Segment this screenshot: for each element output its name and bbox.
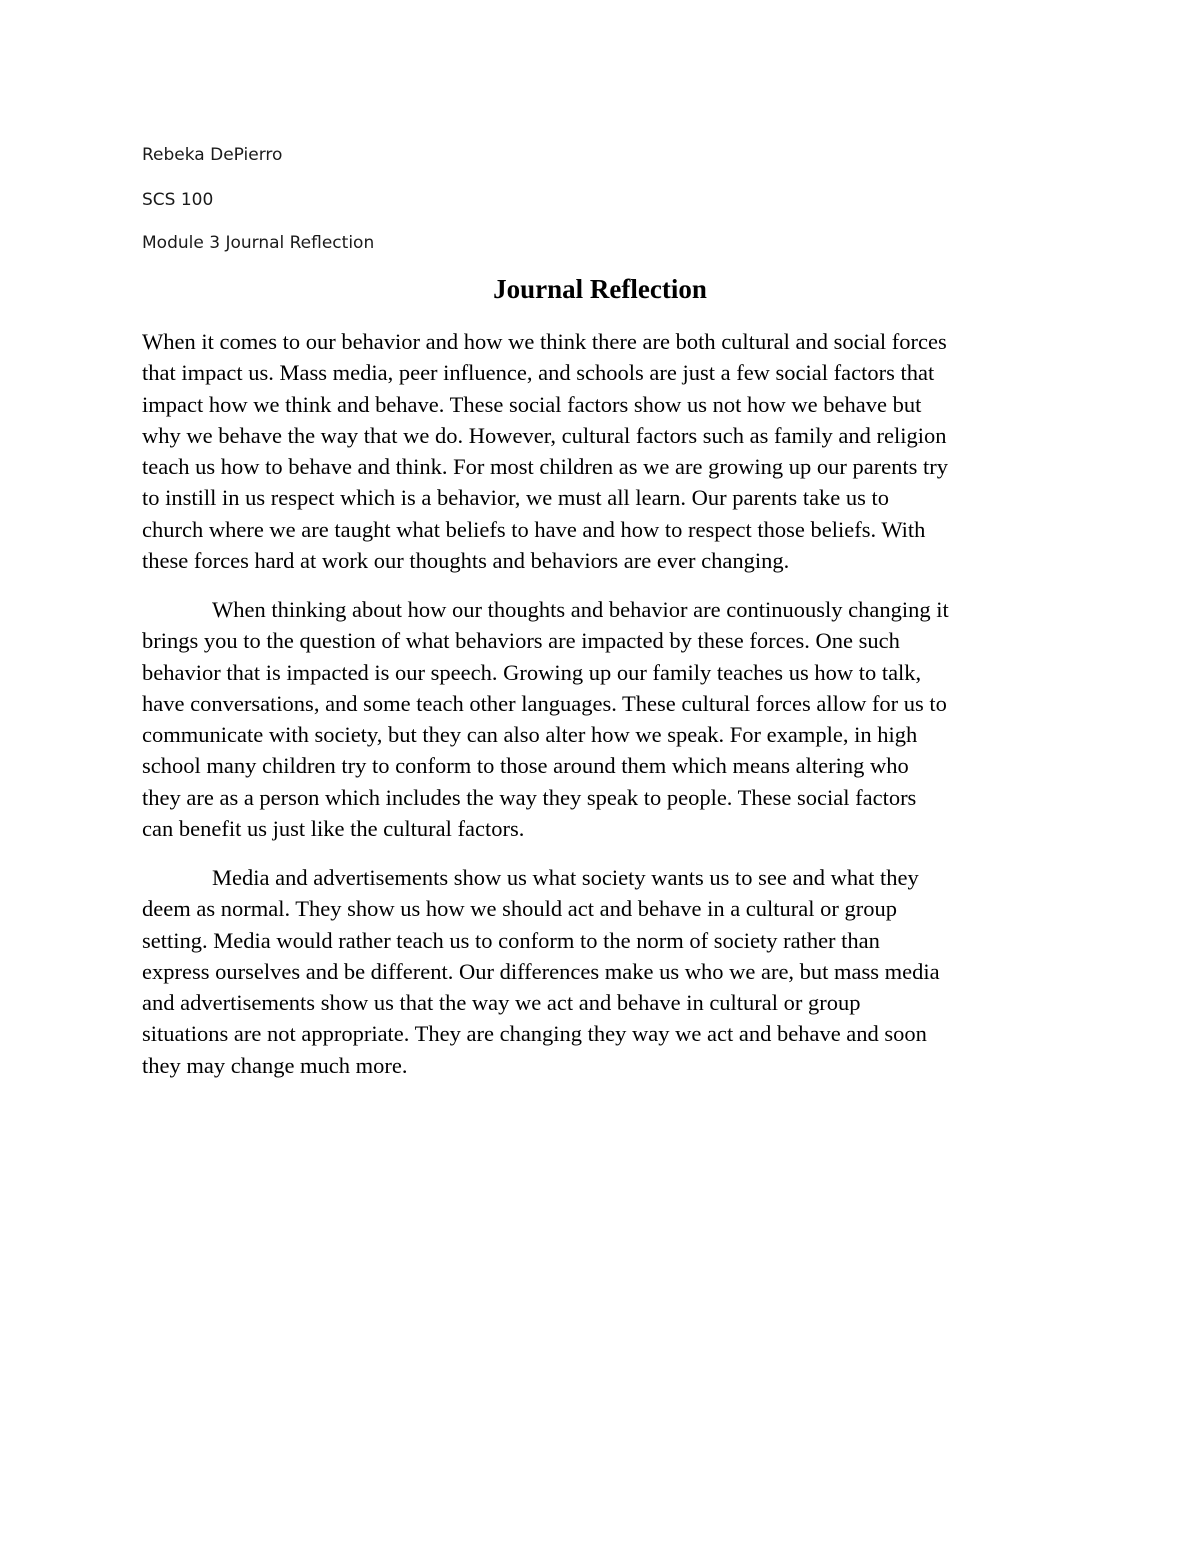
course-code: SCS 100 [142, 190, 214, 210]
paragraph-line: school many children try to conform to those around them which means altering who [142, 753, 909, 779]
paragraph-line-text: When thinking about how our thoughts and behavior are continuously changing it [212, 597, 949, 622]
paragraph-line: have conversations, and some teach other languages. These cultural forces allow for us to [142, 690, 947, 716]
paragraph-first-line [142, 594, 1062, 625]
paragraph-line: brings you to the question of what behaviors are impacted by these forces. One such [142, 628, 900, 654]
paragraph-line: church where we are taught what beliefs to have and how to respect those beliefs. With [142, 516, 926, 542]
paragraph-line: When it comes to our behavior and how we think there are both cultural and social forces [142, 329, 947, 354]
paragraph-line: they may change much more. [142, 1052, 408, 1078]
paragraph-line: can benefit us just like the cultural factors. [142, 816, 525, 842]
paragraph-line: deem as normal. They show us how we should act and behave in a cultural or group [142, 896, 898, 922]
paragraph-1 [142, 326, 1062, 576]
paragraph-line: setting. Media would rather teach us to conform to the norm of society rather than [142, 927, 880, 953]
paragraph-line: they are as a person which includes the way they speak to people. These social factors [142, 784, 917, 810]
assignment-name: Module 3 Journal Reflection [142, 233, 375, 253]
author-name: Rebeka DePierro [142, 145, 283, 165]
paragraph-line: to instill in us respect which is a behavior, we must all learn. Our parents take us to [142, 485, 890, 511]
paragraph-2 [142, 594, 1062, 844]
paragraph-line: these forces hard at work our thoughts and behaviors are ever changing. [142, 548, 790, 574]
paragraph-line: impact how we think and behave. These social factors show us not how we behave but [142, 391, 922, 417]
paragraph-line: why we behave the way that we do. However, cultural factors such as family and religion [142, 422, 947, 448]
paragraph-line: that impact us. Mass media, peer influence, and schools are just a few social factors that [142, 360, 935, 386]
paragraph-first-line [142, 862, 1062, 893]
document-title: Journal Reflection [493, 274, 707, 304]
paragraph-line: communicate with society, but they can also alter how we speak. For example, in high [142, 722, 918, 748]
paragraph-line: and advertisements show us that the way we act and behave in cultural or group [142, 990, 861, 1016]
paragraph-line: behavior that is impacted is our speech. Growing up our family teaches us how to talk, [142, 659, 922, 685]
paragraph-line: teach us how to behave and think. For most children as we are growing up our parents try [142, 454, 949, 480]
paragraph-line: situations are not appropriate. They are changing they way we act and behave and soon [142, 1021, 927, 1047]
paragraph-line-text: Media and advertisements show us what society wants us to see and what they [212, 865, 919, 890]
paragraph-line: express ourselves and be different. Our differences make us who we are, but mass media [142, 958, 940, 984]
paragraph-3 [142, 862, 1062, 1081]
